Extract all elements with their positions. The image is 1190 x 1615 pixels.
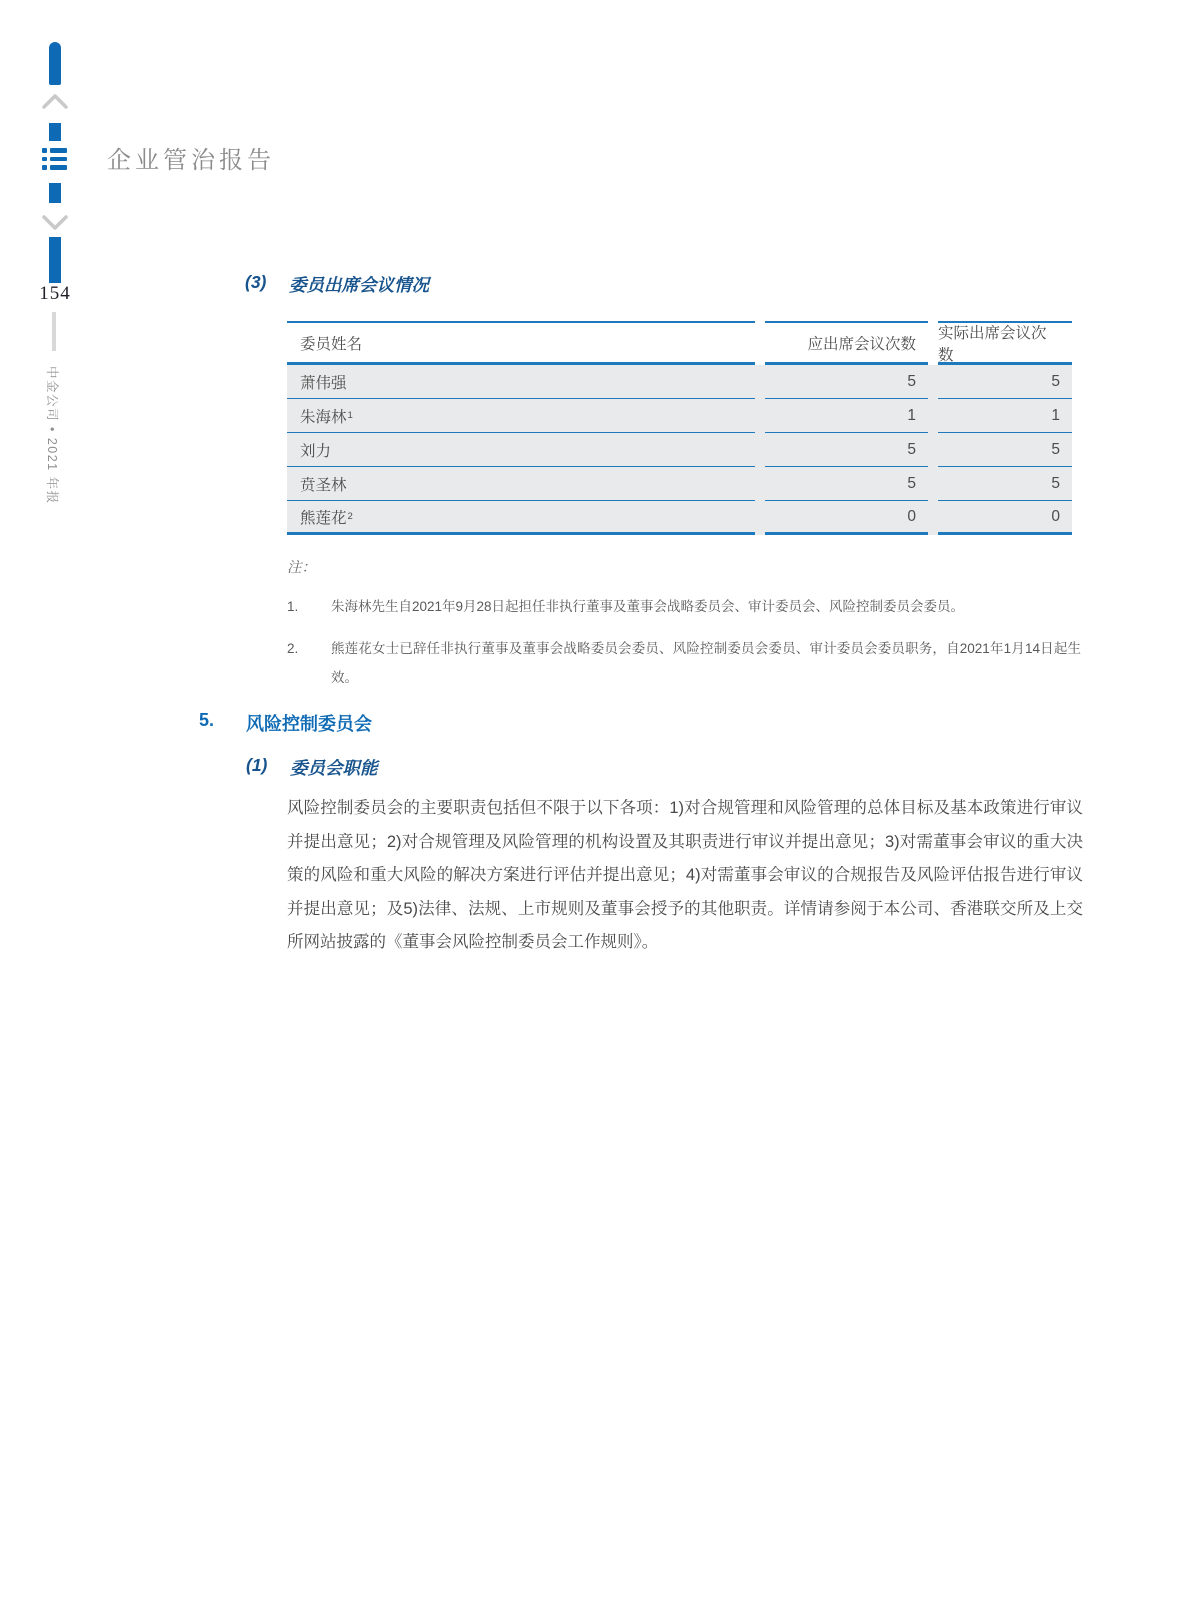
report-spine-label: 中金公司 • 2021 年报 bbox=[45, 366, 59, 505]
required-count-cell: 5 bbox=[765, 467, 928, 501]
sidebar-accent-block-lower bbox=[49, 183, 61, 203]
attended-count-cell: 0 bbox=[938, 501, 1072, 535]
attended-count-cell: 5 bbox=[938, 467, 1072, 501]
column-gap bbox=[928, 501, 938, 535]
section3-heading bbox=[245, 272, 429, 297]
chapter-title: 企业管治报告 bbox=[107, 148, 275, 174]
member-name: 萧伟强 bbox=[300, 374, 347, 392]
column-gap bbox=[755, 399, 765, 433]
member-name-cell bbox=[287, 433, 755, 467]
list-icon bbox=[42, 148, 69, 174]
column-header-actual-attendance: 实际出席会议次数 bbox=[938, 321, 1072, 365]
column-gap bbox=[928, 399, 938, 433]
column-gap bbox=[755, 365, 765, 399]
page-number: 154 bbox=[39, 283, 71, 304]
table-row bbox=[287, 399, 1072, 433]
attended-count-cell: 1 bbox=[938, 399, 1072, 433]
column-gap bbox=[928, 467, 938, 501]
table-row bbox=[287, 501, 1072, 535]
section5-heading bbox=[199, 710, 372, 736]
column-gap bbox=[755, 321, 765, 365]
column-header-required-attendance: 应出席会议次数 bbox=[765, 321, 928, 365]
column-header-member-name: 委员姓名 bbox=[287, 321, 755, 365]
note-number: 2. bbox=[287, 641, 299, 656]
member-name-cell bbox=[287, 467, 755, 501]
required-count-cell: 5 bbox=[765, 365, 928, 399]
table-row bbox=[287, 365, 1072, 399]
chevron-down-icon bbox=[41, 213, 69, 233]
required-count-cell: 5 bbox=[765, 433, 928, 467]
chevron-up-icon bbox=[41, 91, 69, 111]
column-gap bbox=[928, 433, 938, 467]
table-row bbox=[287, 467, 1072, 501]
member-name-cell bbox=[287, 365, 755, 399]
column-gap bbox=[755, 501, 765, 535]
member-name-cell: 朱海林 1 bbox=[287, 399, 755, 433]
member-name: 刘力 bbox=[300, 442, 332, 460]
attended-count-cell: 5 bbox=[938, 433, 1072, 467]
member-name: 贲圣林 bbox=[300, 476, 347, 494]
note-item bbox=[287, 592, 1081, 621]
column-gap bbox=[755, 467, 765, 501]
notes-label: 注： bbox=[287, 560, 316, 576]
section3-number: (3) bbox=[245, 272, 267, 292]
section5-sub-number: (1) bbox=[246, 755, 268, 775]
table-row bbox=[287, 433, 1072, 467]
required-count-cell: 0 bbox=[765, 501, 928, 535]
attendance-table bbox=[287, 321, 1072, 535]
column-gap bbox=[928, 321, 938, 365]
required-count-cell: 1 bbox=[765, 399, 928, 433]
section3-title: 委员出席会议情况 bbox=[289, 275, 429, 295]
section5-sub-heading bbox=[246, 755, 378, 780]
table-notes bbox=[287, 556, 1081, 705]
section5-title: 风险控制委员会 bbox=[246, 714, 372, 734]
member-name-cell: 熊莲花 2 bbox=[287, 501, 755, 535]
attended-count-cell: 5 bbox=[938, 365, 1072, 399]
page-number-divider bbox=[52, 312, 56, 351]
note-text: 熊莲花女士已辞任非执行董事及董事会战略委员会委员、风险控制委员会委员、审计委员会委员职务，自2021年1月14日起生效。 bbox=[331, 641, 1081, 685]
section5-sub-title: 委员会职能 bbox=[290, 758, 378, 778]
member-name: 朱海林 bbox=[300, 408, 347, 426]
note-text: 朱海林先生自2021年9月28日起担任非执行董事及董事会战略委员会、审计委员会、风险控制委员会委员。 bbox=[331, 599, 965, 614]
member-name: 熊莲花 bbox=[300, 509, 347, 527]
column-gap bbox=[928, 365, 938, 399]
note-number: 1. bbox=[287, 599, 299, 614]
sidebar-accent-bar-bottom bbox=[49, 237, 61, 283]
section5-number: 5. bbox=[199, 710, 215, 730]
sidebar-accent-bar-top bbox=[49, 42, 61, 85]
column-gap bbox=[755, 433, 765, 467]
table-header-row bbox=[287, 321, 1072, 365]
committee-functions-paragraph: 风险控制委员会的主要职责包括但不限于以下各项：1)对合规管理和风险管理的总体目标及基本政策进行审议并提出意见；2)对合规管理及风险管理的机构设置及其职责进行审议并提出意见；3)对需董事会审议的重大决策的风险和重大风险的解决方案进行评估并提出意见；4)对需董事会审议的合规报告及风险评估报告进行审议并提出意见；及5)法律、法规、上市规则及董事会授予的其他职责。详情请参阅于本公司、香港联交所及上交所网站披露的《董事会风险控制委员会工作规则》。 bbox=[287, 799, 1083, 951]
sidebar-accent-block-upper bbox=[49, 123, 61, 141]
note-item bbox=[287, 634, 1081, 692]
